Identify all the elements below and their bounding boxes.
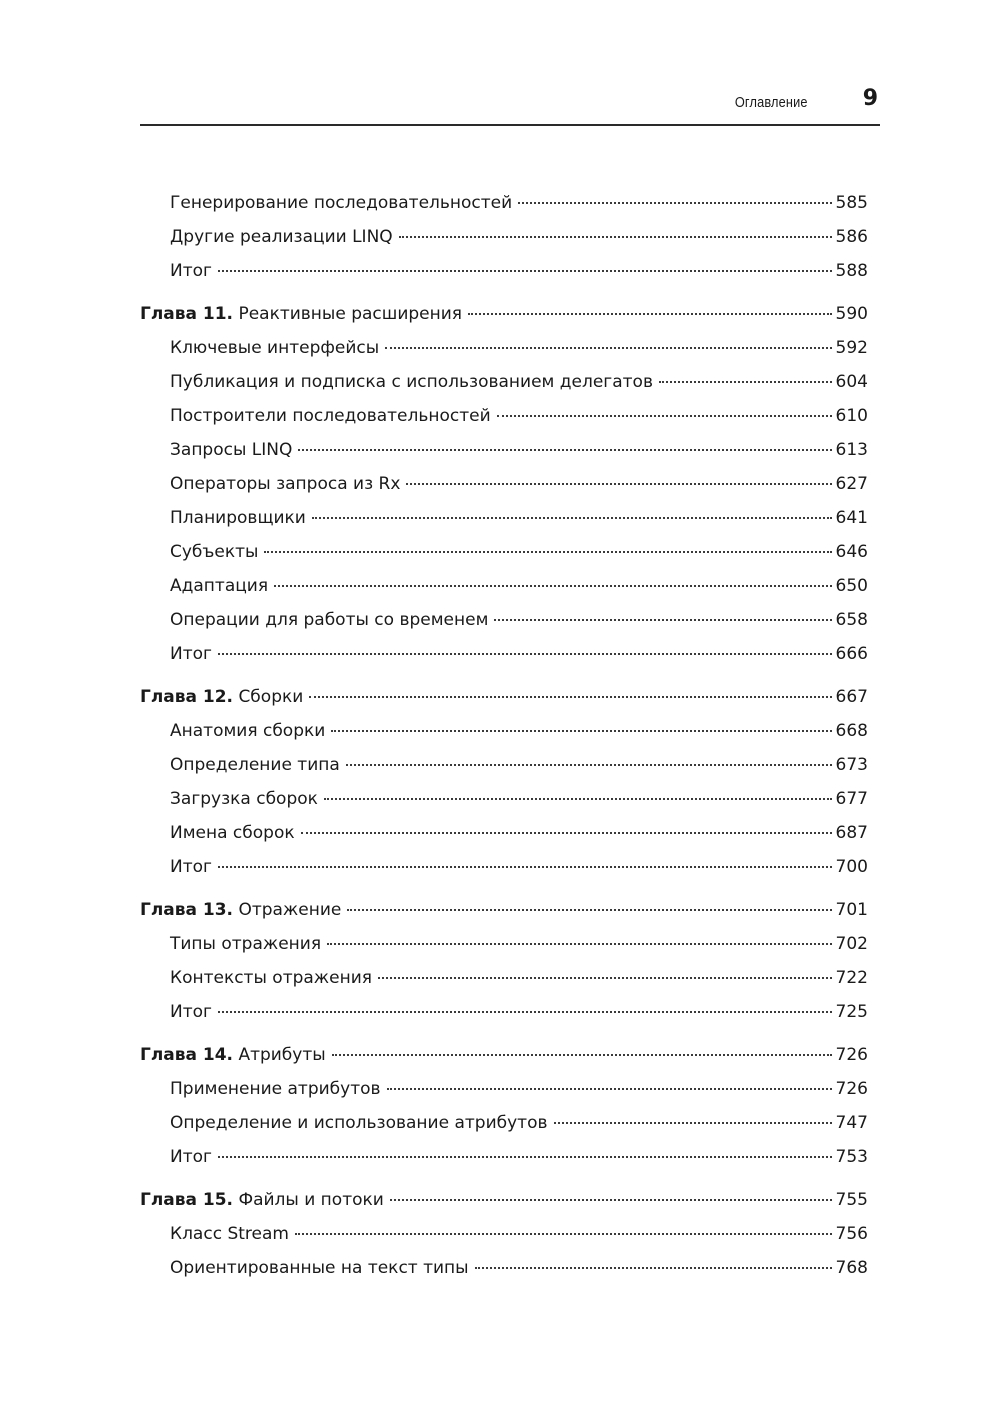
chapter-title	[140, 893, 345, 927]
dot-leader	[218, 1156, 832, 1158]
toc-entry[interactable]	[140, 399, 868, 433]
dot-leader	[347, 909, 831, 911]
toc-entry-title: Другие реализации LINQ	[170, 227, 393, 247]
toc-entry-page: 768	[835, 1258, 868, 1278]
chapter-name: Сборки	[238, 687, 304, 707]
toc-entry[interactable]	[140, 603, 868, 637]
chapter-name: Реактивные расширения	[238, 304, 463, 324]
toc-entry-title: Ориентированные на текст типы	[170, 1258, 469, 1278]
chapter-prefix: Глава 13.	[140, 900, 234, 920]
toc-entry-page: 753	[835, 1147, 868, 1167]
toc-entry-title: Контексты отражения	[170, 968, 372, 988]
dot-leader	[312, 517, 832, 519]
toc-entry[interactable]	[140, 1217, 868, 1251]
toc-entry[interactable]	[140, 1140, 868, 1174]
dot-leader	[327, 943, 831, 945]
toc-entry-page: 588	[835, 261, 868, 281]
toc-entry[interactable]	[140, 961, 868, 995]
toc-entry[interactable]	[140, 637, 868, 671]
chapter-title	[140, 1183, 388, 1217]
chapter-name: Файлы и потоки	[238, 1190, 384, 1210]
dot-leader	[274, 585, 831, 587]
toc-entry-page: 610	[835, 406, 868, 426]
toc-entry-title: Итог	[170, 1002, 212, 1022]
toc-entry-title: Итог	[170, 1147, 212, 1167]
toc-entry[interactable]	[140, 535, 868, 569]
toc-entry-page: 627	[835, 474, 868, 494]
chapter-page: 667	[835, 687, 868, 707]
chapter-page: 701	[835, 900, 868, 920]
chapter-heading[interactable]	[140, 1038, 868, 1072]
page-header	[140, 86, 880, 126]
toc-entry-title: Запросы LINQ	[170, 440, 293, 460]
toc-entry-page: 677	[835, 789, 868, 809]
dot-leader	[659, 381, 832, 383]
toc-entry-title: Анатомия сборки	[170, 721, 326, 741]
chapter-page: 726	[835, 1045, 868, 1065]
toc-entry[interactable]	[140, 1106, 868, 1140]
page-number: 9	[862, 86, 878, 111]
dot-leader	[468, 313, 832, 315]
toc-entry-page: 646	[835, 542, 868, 562]
dot-leader	[301, 832, 832, 834]
toc-entry-title: Имена сборок	[170, 823, 295, 843]
toc-entry-page: 700	[835, 857, 868, 877]
toc-entry-title: Определение и использование атрибутов	[170, 1113, 548, 1133]
chapter-title	[140, 297, 466, 331]
chapter-title	[140, 1038, 330, 1072]
toc-entry-title: Загрузка сборок	[170, 789, 318, 809]
toc-entry-title: Итог	[170, 261, 212, 281]
toc-entry-title: Планировщики	[170, 508, 306, 528]
chapter-prefix: Глава 14.	[140, 1045, 234, 1065]
toc-entry-title: Ключевые интерфейсы	[170, 338, 380, 358]
dot-leader	[218, 866, 832, 868]
dot-leader	[518, 202, 831, 204]
toc-entry-page: 586	[835, 227, 868, 247]
chapter-heading[interactable]	[140, 297, 868, 331]
toc-entry-title: Построители последовательностей	[170, 406, 491, 426]
toc-group-chapter-12	[140, 680, 868, 884]
toc-entry-page: 666	[835, 644, 868, 664]
toc-entry-page: 604	[835, 372, 868, 392]
dot-leader	[494, 619, 831, 621]
toc-entry[interactable]	[140, 433, 868, 467]
toc-entry-page: 726	[835, 1079, 868, 1099]
toc-entry-title: Публикация и подписка с использованием делегатов	[170, 372, 653, 392]
dot-leader	[295, 1233, 832, 1235]
toc-group-chapter-15	[140, 1183, 868, 1285]
toc-entry[interactable]	[140, 220, 868, 254]
toc-group-chapter-14	[140, 1038, 868, 1174]
toc-entry-page: 641	[835, 508, 868, 528]
toc-entry[interactable]	[140, 186, 868, 220]
dot-leader	[332, 1054, 832, 1056]
toc-entry-page: 668	[835, 721, 868, 741]
toc-entry[interactable]	[140, 467, 868, 501]
chapter-name: Атрибуты	[238, 1045, 326, 1065]
toc-entry[interactable]	[140, 995, 868, 1029]
chapter-heading[interactable]	[140, 1183, 868, 1217]
chapter-name: Отражение	[238, 900, 342, 920]
chapter-heading[interactable]	[140, 680, 868, 714]
toc-entry-page: 702	[835, 934, 868, 954]
toc-entry-page: 722	[835, 968, 868, 988]
toc-entry-title: Применение атрибутов	[170, 1079, 381, 1099]
toc-entry[interactable]	[140, 331, 868, 365]
toc-entry[interactable]	[140, 365, 868, 399]
dot-leader	[309, 696, 831, 698]
toc-entry[interactable]	[140, 850, 868, 884]
dot-leader	[331, 730, 831, 732]
dot-leader	[218, 1011, 832, 1013]
toc-group-chapter-11	[140, 297, 868, 671]
dot-leader	[298, 449, 831, 451]
dot-leader	[378, 977, 832, 979]
toc-entry[interactable]	[140, 748, 868, 782]
toc-entry-title: Операции для работы со временем	[170, 610, 489, 630]
toc-entry[interactable]	[140, 1251, 868, 1285]
toc-entry[interactable]	[140, 927, 868, 961]
toc-entry-title: Типы отражения	[170, 934, 322, 954]
toc-entry[interactable]	[140, 254, 868, 288]
toc-group-continuation	[140, 186, 868, 288]
running-title: Оглавление	[735, 94, 808, 111]
toc-entry[interactable]	[140, 714, 868, 748]
table-of-contents	[140, 186, 868, 1294]
dot-leader	[218, 653, 832, 655]
chapter-page: 590	[835, 304, 868, 324]
dot-leader	[346, 764, 832, 766]
chapter-prefix: Глава 15.	[140, 1190, 234, 1210]
toc-entry-page: 747	[835, 1113, 868, 1133]
toc-entry-page: 687	[835, 823, 868, 843]
toc-entry[interactable]	[140, 816, 868, 850]
dot-leader	[387, 1088, 832, 1090]
dot-leader	[497, 415, 832, 417]
chapter-page: 755	[835, 1190, 868, 1210]
dot-leader	[218, 270, 832, 272]
toc-entry-page: 725	[835, 1002, 868, 1022]
dot-leader	[324, 798, 832, 800]
toc-entry-title: Генерирование последовательностей	[170, 193, 513, 213]
chapter-prefix: Глава 11.	[140, 304, 234, 324]
chapter-prefix: Глава 12.	[140, 687, 234, 707]
dot-leader	[475, 1267, 832, 1269]
dot-leader	[554, 1122, 832, 1124]
toc-entry-page: 673	[835, 755, 868, 775]
toc-entry-page: 592	[835, 338, 868, 358]
toc-entry-title: Итог	[170, 644, 212, 664]
chapter-title	[140, 680, 307, 714]
dot-leader	[390, 1199, 832, 1201]
dot-leader	[385, 347, 831, 349]
chapter-heading[interactable]	[140, 893, 868, 927]
toc-entry[interactable]	[140, 1072, 868, 1106]
dot-leader	[399, 236, 832, 238]
toc-entry[interactable]	[140, 501, 868, 535]
toc-group-chapter-13	[140, 893, 868, 1029]
toc-entry-page: 756	[835, 1224, 868, 1244]
toc-entry-title: Субъекты	[170, 542, 259, 562]
toc-entry[interactable]	[140, 782, 868, 816]
toc-entry-page: 613	[835, 440, 868, 460]
toc-entry-title: Итог	[170, 857, 212, 877]
toc-entry[interactable]	[140, 569, 868, 603]
dot-leader	[264, 551, 831, 553]
toc-entry-title: Операторы запроса из Rx	[170, 474, 401, 494]
toc-entry-title: Определение типа	[170, 755, 340, 775]
toc-entry-title: Класс Stream	[170, 1224, 289, 1244]
toc-entry-page: 650	[835, 576, 868, 596]
toc-entry-page: 585	[835, 193, 868, 213]
toc-entry-title: Адаптация	[170, 576, 269, 596]
dot-leader	[406, 483, 831, 485]
toc-entry-page: 658	[835, 610, 868, 630]
